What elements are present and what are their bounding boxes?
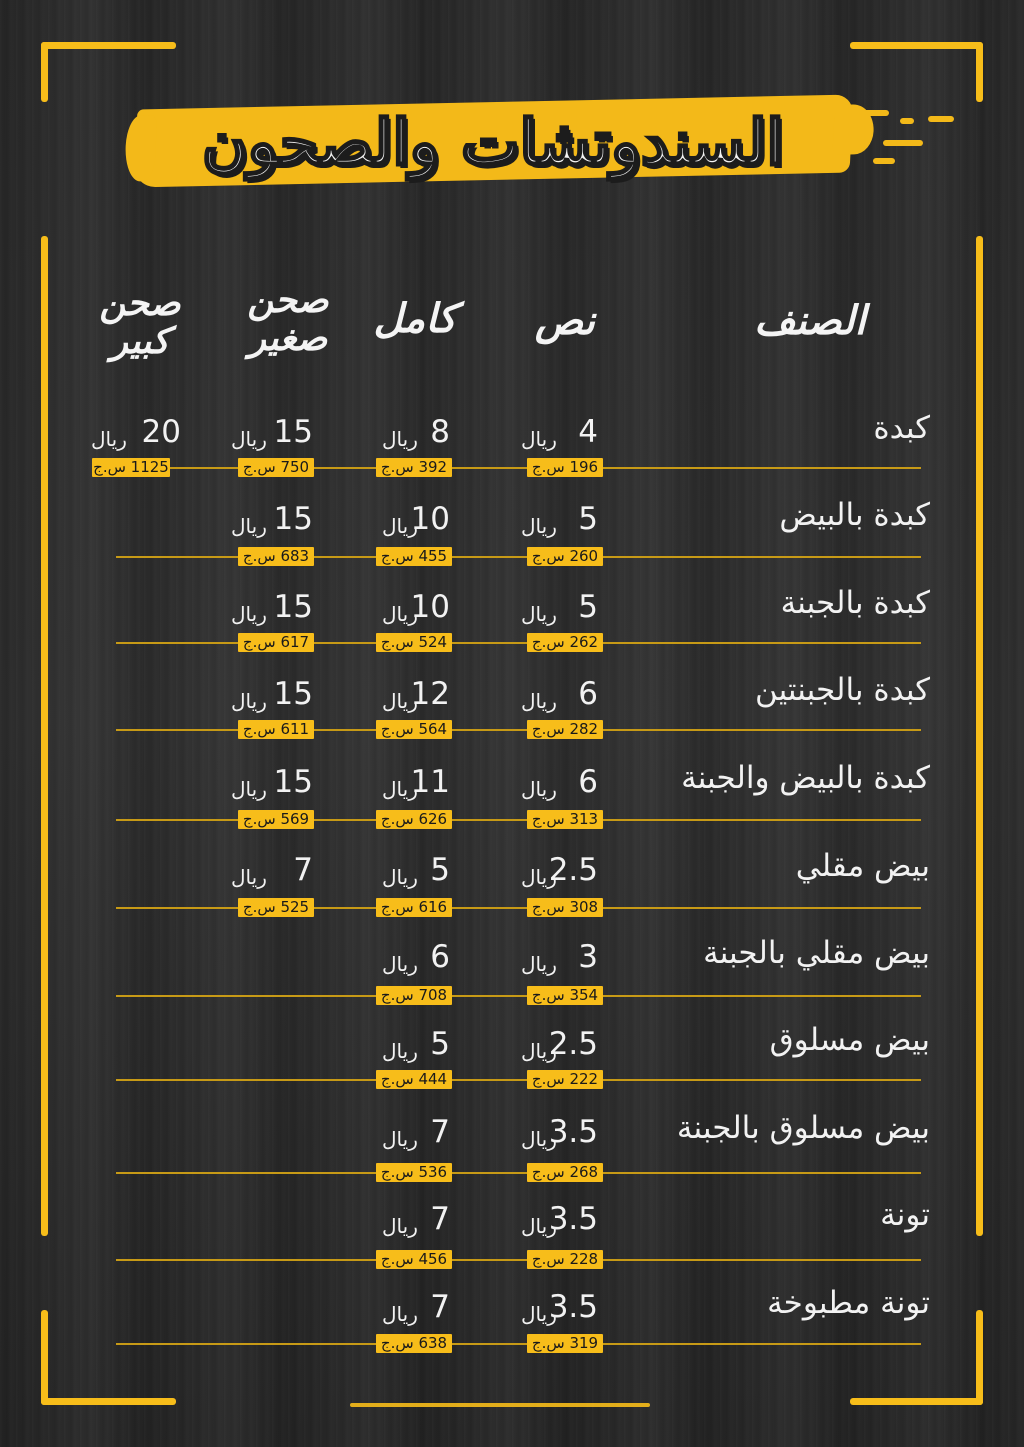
price-tag-full: 524 س.ج: [376, 633, 452, 652]
row-divider: [95, 467, 921, 469]
menu-row: [0, 935, 1024, 1005]
row-divider: [116, 819, 921, 821]
menu-row: [0, 760, 1024, 830]
frame-top-right-h: [850, 42, 983, 49]
price-half: 3: [578, 939, 598, 975]
price-half: 3.5: [548, 1114, 598, 1150]
currency-full: ريال: [382, 1302, 418, 1326]
frame-bottom-left-h: [41, 1398, 176, 1405]
price-tag-full: 616 س.ج: [376, 898, 452, 917]
header-small-plate-line2: صغير: [248, 316, 328, 359]
price-half: 4: [578, 414, 598, 450]
brush-splatter: [900, 118, 914, 124]
price-tag-half: 308 س.ج: [527, 898, 603, 917]
price-tag-half: 282 س.ج: [527, 720, 603, 739]
price-full: 7: [430, 1114, 450, 1150]
price-small: 15: [273, 764, 313, 800]
price-full: 6: [430, 939, 450, 975]
row-divider: [116, 1079, 921, 1081]
currency-half: ريال: [521, 602, 557, 626]
brush-splatter: [863, 110, 889, 116]
row-divider: [116, 1259, 921, 1261]
price-full: 5: [430, 1026, 450, 1062]
currency-full: ريال: [382, 602, 418, 626]
currency-full: ريال: [382, 427, 418, 451]
title-banner: [128, 88, 858, 193]
currency-half: ريال: [521, 514, 557, 538]
price-tag-half: 260 س.ج: [527, 547, 603, 566]
currency-full: ريال: [382, 1214, 418, 1238]
price-full: 10: [410, 589, 450, 625]
item-name: كبدة بالجبنة: [780, 585, 930, 621]
price-tag-full: 455 س.ج: [376, 547, 452, 566]
page-title: السندوتشات والصحون: [202, 105, 784, 179]
price-tag-full: 392 س.ج: [376, 458, 452, 477]
currency-half: ريال: [521, 1127, 557, 1151]
currency-small: ريال: [231, 689, 267, 713]
currency-large: ريال: [91, 427, 127, 451]
price-full: 12: [410, 676, 450, 712]
price-half: 5: [578, 589, 598, 625]
price-tag-half: 268 س.ج: [527, 1163, 603, 1182]
price-tag-small: 750 س.ج: [238, 458, 314, 477]
menu-row: [0, 672, 1024, 742]
price-half: 2.5: [548, 1026, 598, 1062]
frame-top-left-h: [41, 42, 176, 49]
item-name: كبدة بالجبنتين: [754, 672, 930, 708]
menu-row: [0, 497, 1024, 567]
price-tag-half: 262 س.ج: [527, 633, 603, 652]
menu-row: [0, 1022, 1024, 1092]
brush-splatter: [873, 158, 895, 164]
price-half: 6: [578, 676, 598, 712]
price-tag-small: 611 س.ج: [238, 720, 314, 739]
price-half: 3.5: [548, 1289, 598, 1325]
price-small: 15: [273, 676, 313, 712]
price-tag-small: 683 س.ج: [238, 547, 314, 566]
row-divider: [116, 642, 921, 644]
price-small: 15: [273, 589, 313, 625]
row-divider: [116, 1172, 921, 1174]
menu-row: [0, 848, 1024, 918]
currency-half: ريال: [521, 865, 557, 889]
price-tag-half: 196 س.ج: [527, 458, 603, 477]
item-name: بيض مسلوق: [769, 1022, 930, 1058]
price-tag-half: 319 س.ج: [527, 1334, 603, 1353]
currency-half: ريال: [521, 1302, 557, 1326]
currency-half: ريال: [521, 427, 557, 451]
price-small: 7: [293, 852, 313, 888]
currency-full: ريال: [382, 1039, 418, 1063]
brush-splatter: [883, 140, 923, 146]
frame-top-left-v: [41, 42, 48, 102]
frame-bottom-center: [350, 1403, 650, 1407]
price-full: 11: [410, 764, 450, 800]
item-name: تونة: [880, 1197, 930, 1233]
price-tag-full: 564 س.ج: [376, 720, 452, 739]
row-divider: [116, 729, 921, 731]
header-full: كامل: [373, 295, 457, 342]
item-name: بيض مسلوق بالجبنة: [676, 1110, 930, 1146]
price-half: 2.5: [548, 852, 598, 888]
currency-full: ريال: [382, 952, 418, 976]
price-tag-full: 708 س.ج: [376, 986, 452, 1005]
price-tag-half: 228 س.ج: [527, 1250, 603, 1269]
menu-row: [0, 585, 1024, 655]
price-tag-full: 626 س.ج: [376, 810, 452, 829]
item-name: بيض مقلي بالجبنة: [703, 935, 930, 971]
currency-half: ريال: [521, 689, 557, 713]
header-item: الصنف: [754, 297, 866, 344]
price-tag-full: 536 س.ج: [376, 1163, 452, 1182]
menu-row: [0, 1285, 1024, 1355]
price-small: 15: [273, 501, 313, 537]
header-large-plate-line2: كبير: [110, 319, 170, 362]
price-tag-half: 313 س.ج: [527, 810, 603, 829]
header-half: نص: [534, 297, 596, 344]
currency-small: ريال: [231, 514, 267, 538]
currency-half: ريال: [521, 777, 557, 801]
row-divider: [116, 556, 921, 558]
currency-full: ريال: [382, 1127, 418, 1151]
item-name: كبدة بالبيض والجبنة: [681, 760, 930, 796]
item-name: كبدة بالبيض: [779, 497, 930, 533]
header-large-plate-line1: صحن: [99, 282, 181, 324]
currency-full: ريال: [382, 865, 418, 889]
item-name: بيض مقلي: [795, 848, 930, 884]
price-tag-half: 354 س.ج: [527, 986, 603, 1005]
row-divider: [116, 907, 921, 909]
price-small: 15: [273, 414, 313, 450]
header-small-plate: [228, 279, 348, 359]
currency-half: ريال: [521, 1214, 557, 1238]
price-tag-small: 569 س.ج: [238, 810, 314, 829]
header-large-plate: [80, 282, 200, 362]
price-half: 5: [578, 501, 598, 537]
currency-half: ريال: [521, 952, 557, 976]
price-tag-half: 222 س.ج: [527, 1070, 603, 1089]
menu-row: [0, 410, 1024, 480]
currency-small: ريال: [231, 777, 267, 801]
price-tag-full: 456 س.ج: [376, 1250, 452, 1269]
brush-splatter: [928, 116, 954, 122]
price-tag-large: 1125 س.ج: [93, 458, 169, 476]
price-tag-small: 525 س.ج: [238, 898, 314, 917]
price-full: 5: [430, 852, 450, 888]
item-name: كبدة: [873, 410, 930, 446]
price-large: 20: [141, 414, 181, 450]
currency-full: ريال: [382, 777, 418, 801]
price-tag-full: 444 س.ج: [376, 1070, 452, 1089]
price-half: 6: [578, 764, 598, 800]
header-small-plate-line1: صحن: [247, 279, 329, 321]
price-full: 8: [430, 414, 450, 450]
price-full: 7: [430, 1289, 450, 1325]
frame-top-right-v: [976, 42, 983, 102]
price-full: 10: [410, 501, 450, 537]
menu-row: [0, 1110, 1024, 1180]
currency-full: ريال: [382, 689, 418, 713]
menu-row: [0, 1197, 1024, 1267]
price-half: 3.5: [548, 1201, 598, 1237]
currency-full: ريال: [382, 514, 418, 538]
price-tag-full: 638 س.ج: [376, 1334, 452, 1353]
row-divider: [116, 995, 921, 997]
currency-small: ريال: [231, 865, 267, 889]
frame-bottom-right-h: [850, 1398, 983, 1405]
price-tag-small: 617 س.ج: [238, 633, 314, 652]
price-full: 7: [430, 1201, 450, 1237]
currency-small: ريال: [231, 427, 267, 451]
currency-half: ريال: [521, 1039, 557, 1063]
row-divider: [116, 1343, 921, 1345]
item-name: تونة مطبوخة: [767, 1285, 930, 1321]
currency-small: ريال: [231, 602, 267, 626]
